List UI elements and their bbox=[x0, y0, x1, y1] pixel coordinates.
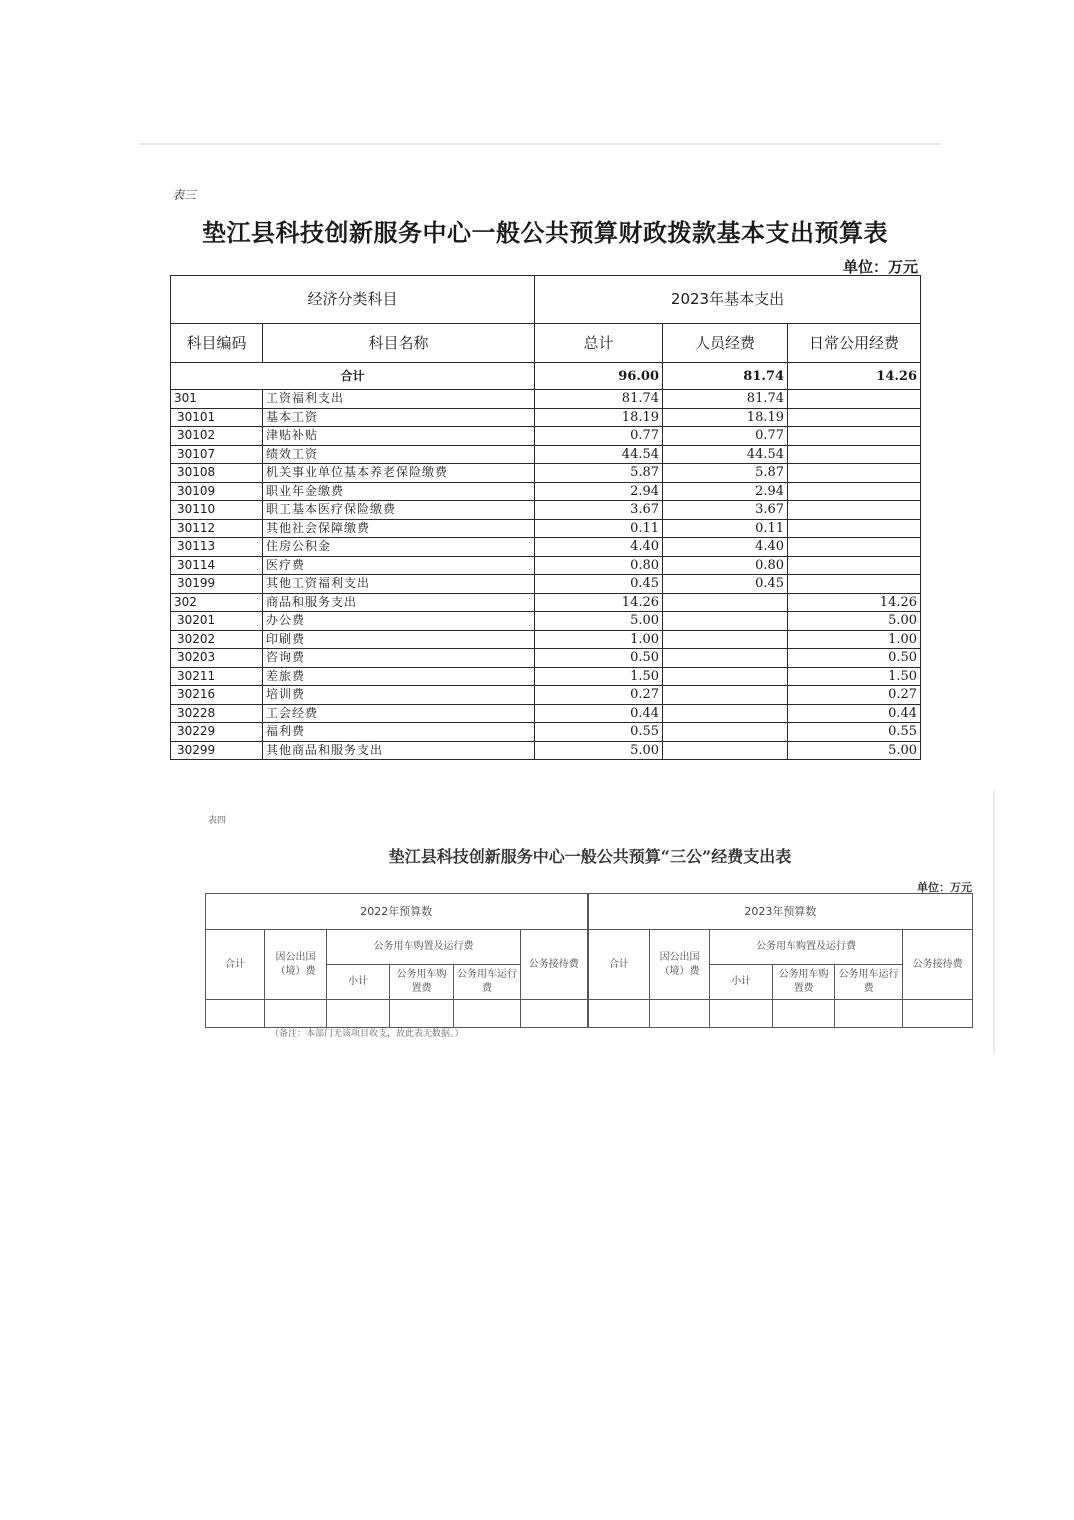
table3-group-header bbox=[171, 276, 921, 324]
table3-unit: 单位：万元 bbox=[842, 258, 918, 276]
table4-title: 垫江县科技创新服务中心一般公共预算“三公”经费支出表 bbox=[388, 847, 792, 866]
row-code: 30108 bbox=[171, 464, 263, 483]
empty-cell bbox=[206, 1000, 265, 1028]
row-total: 5.00 bbox=[535, 612, 663, 631]
table-row bbox=[171, 464, 921, 483]
col-2022-vehicle-purchase: 公务用车购置费 bbox=[390, 965, 454, 1000]
empty-cell bbox=[454, 1000, 521, 1028]
row-name: 咨询费 bbox=[263, 649, 535, 668]
header-name: 科目名称 bbox=[263, 324, 535, 363]
row-total: 0.11 bbox=[535, 519, 663, 538]
col-2022-vehicle-operation: 公务用车运行费 bbox=[454, 965, 521, 1000]
table-row bbox=[171, 723, 921, 742]
row-code: 30228 bbox=[171, 704, 263, 723]
row-public: 0.55 bbox=[788, 723, 921, 742]
col-2023-vehicle-group: 公务用车购置及运行费 bbox=[710, 930, 903, 965]
row-personnel bbox=[663, 649, 788, 668]
row-public bbox=[788, 519, 921, 538]
row-name: 工会经费 bbox=[263, 704, 535, 723]
table-row bbox=[171, 427, 921, 446]
table4-note: （备注：本部门无该项目收支，故此表无数据。） bbox=[270, 1029, 464, 1039]
row-code: 30202 bbox=[171, 630, 263, 649]
row-personnel: 0.77 bbox=[663, 427, 788, 446]
scan-edge-line bbox=[993, 790, 995, 1055]
row-public: 5.00 bbox=[788, 612, 921, 631]
three-public-expenses-table bbox=[205, 893, 973, 1028]
row-public bbox=[788, 390, 921, 409]
row-name: 津贴补贴 bbox=[263, 427, 535, 446]
row-total: 0.50 bbox=[535, 649, 663, 668]
row-total: 2.94 bbox=[535, 482, 663, 501]
row-name: 住房公积金 bbox=[263, 538, 535, 557]
table3-title: 垫江县科技创新服务中心一般公共预算财政拨款基本支出预算表 bbox=[202, 218, 888, 247]
row-public bbox=[788, 464, 921, 483]
row-personnel: 4.40 bbox=[663, 538, 788, 557]
row-name: 工资福利支出 bbox=[263, 390, 535, 409]
row-personnel bbox=[663, 667, 788, 686]
row-public bbox=[788, 445, 921, 464]
row-code: 302 bbox=[171, 593, 263, 612]
row-code: 30102 bbox=[171, 427, 263, 446]
col-2023-subtotal: 小计 bbox=[710, 965, 773, 1000]
row-total: 14.26 bbox=[535, 593, 663, 612]
row-name: 职工基本医疗保险缴费 bbox=[263, 501, 535, 520]
empty-cell bbox=[835, 1000, 903, 1028]
row-code: 30107 bbox=[171, 445, 263, 464]
row-public: 1.00 bbox=[788, 630, 921, 649]
empty-cell bbox=[521, 1000, 588, 1028]
table-row bbox=[171, 482, 921, 501]
row-code: 30110 bbox=[171, 501, 263, 520]
row-personnel bbox=[663, 723, 788, 742]
col-2023-vehicle-operation: 公务用车运行费 bbox=[835, 965, 903, 1000]
row-public: 0.50 bbox=[788, 649, 921, 668]
header-personnel: 人员经费 bbox=[663, 324, 788, 363]
row-personnel bbox=[663, 741, 788, 760]
table3-column-header bbox=[171, 324, 921, 363]
table-row bbox=[171, 445, 921, 464]
row-total: 5.00 bbox=[535, 741, 663, 760]
row-total: 3.67 bbox=[535, 501, 663, 520]
header-total: 总计 bbox=[535, 324, 663, 363]
header-2023-budget: 2023年预算数 bbox=[588, 894, 973, 930]
row-code: 30216 bbox=[171, 686, 263, 705]
row-personnel: 0.80 bbox=[663, 556, 788, 575]
row-code: 30112 bbox=[171, 519, 263, 538]
table-row bbox=[171, 686, 921, 705]
row-code: 30229 bbox=[171, 723, 263, 742]
col-2023-vehicle-purchase: 公务用车购置费 bbox=[773, 965, 835, 1000]
row-code: 30109 bbox=[171, 482, 263, 501]
col-2022-subtotal: 小计 bbox=[327, 965, 390, 1000]
table-row bbox=[171, 593, 921, 612]
empty-cell bbox=[710, 1000, 773, 1028]
table-row bbox=[171, 575, 921, 594]
row-name: 医疗费 bbox=[263, 556, 535, 575]
header-public: 日常公用经费 bbox=[788, 324, 921, 363]
col-2022-vehicle-group: 公务用车购置及运行费 bbox=[327, 930, 521, 965]
row-personnel bbox=[663, 612, 788, 631]
header-econ-category: 经济分类科目 bbox=[171, 276, 535, 324]
row-public bbox=[788, 482, 921, 501]
row-code: 301 bbox=[171, 390, 263, 409]
row-total: 1.50 bbox=[535, 667, 663, 686]
col-2023-total: 合计 bbox=[588, 930, 650, 1000]
table4-sub-header bbox=[206, 930, 973, 965]
row-code: 30299 bbox=[171, 741, 263, 760]
row-personnel: 81.74 bbox=[663, 390, 788, 409]
table-row bbox=[171, 408, 921, 427]
row-total: 0.77 bbox=[535, 427, 663, 446]
table-row bbox=[171, 501, 921, 520]
row-total: 0.44 bbox=[535, 704, 663, 723]
row-personnel: 5.87 bbox=[663, 464, 788, 483]
header-2022-budget: 2022年预算数 bbox=[206, 894, 588, 930]
table-row bbox=[171, 519, 921, 538]
row-public: 5.00 bbox=[788, 741, 921, 760]
row-code: 30113 bbox=[171, 538, 263, 557]
row-total: 44.54 bbox=[535, 445, 663, 464]
row-name: 其他工资福利支出 bbox=[263, 575, 535, 594]
row-name: 基本工资 bbox=[263, 408, 535, 427]
row-total: 5.87 bbox=[535, 464, 663, 483]
row-personnel bbox=[663, 686, 788, 705]
row-total: 0.45 bbox=[535, 575, 663, 594]
row-code: 30199 bbox=[171, 575, 263, 594]
row-public bbox=[788, 427, 921, 446]
scan-top-line bbox=[140, 143, 940, 145]
basic-expenditure-table bbox=[170, 275, 921, 760]
row-code: 30211 bbox=[171, 667, 263, 686]
row-public bbox=[788, 575, 921, 594]
col-2022-reception: 公务接待费 bbox=[521, 930, 588, 1000]
row-code: 30203 bbox=[171, 649, 263, 668]
total-total: 96.00 bbox=[535, 363, 663, 390]
table-row bbox=[171, 667, 921, 686]
row-name: 福利费 bbox=[263, 723, 535, 742]
row-public bbox=[788, 556, 921, 575]
row-personnel: 3.67 bbox=[663, 501, 788, 520]
row-total: 1.00 bbox=[535, 630, 663, 649]
empty-cell bbox=[773, 1000, 835, 1028]
row-total: 0.80 bbox=[535, 556, 663, 575]
row-name: 其他社会保障缴费 bbox=[263, 519, 535, 538]
empty-cell bbox=[327, 1000, 390, 1028]
row-total: 18.19 bbox=[535, 408, 663, 427]
table-row bbox=[171, 612, 921, 631]
total-row bbox=[171, 363, 921, 390]
row-code: 30101 bbox=[171, 408, 263, 427]
empty-cell bbox=[265, 1000, 327, 1028]
table3-label: 表三 bbox=[172, 188, 197, 202]
empty-cell bbox=[903, 1000, 973, 1028]
row-personnel bbox=[663, 593, 788, 612]
total-personnel: 81.74 bbox=[663, 363, 788, 390]
row-name: 商品和服务支出 bbox=[263, 593, 535, 612]
total-label: 合计 bbox=[171, 363, 535, 390]
row-personnel: 0.45 bbox=[663, 575, 788, 594]
header-basic-expenditure-2023: 2023年基本支出 bbox=[535, 276, 921, 324]
table4-unit: 单位：万元 bbox=[917, 881, 972, 894]
table-row bbox=[171, 538, 921, 557]
row-code: 30201 bbox=[171, 612, 263, 631]
table-row bbox=[171, 630, 921, 649]
row-total: 81.74 bbox=[535, 390, 663, 409]
row-personnel: 18.19 bbox=[663, 408, 788, 427]
row-public bbox=[788, 501, 921, 520]
table-row bbox=[171, 390, 921, 409]
row-name: 培训费 bbox=[263, 686, 535, 705]
table-row bbox=[171, 704, 921, 723]
row-personnel: 2.94 bbox=[663, 482, 788, 501]
row-public bbox=[788, 538, 921, 557]
row-public: 14.26 bbox=[788, 593, 921, 612]
table4-empty-data-row bbox=[206, 1000, 973, 1028]
empty-cell bbox=[650, 1000, 710, 1028]
col-2023-reception: 公务接待费 bbox=[903, 930, 973, 1000]
table-row bbox=[171, 649, 921, 668]
row-personnel: 44.54 bbox=[663, 445, 788, 464]
table-row bbox=[171, 741, 921, 760]
row-name: 绩效工资 bbox=[263, 445, 535, 464]
row-public: 0.27 bbox=[788, 686, 921, 705]
row-personnel bbox=[663, 630, 788, 649]
table-row bbox=[171, 556, 921, 575]
empty-cell bbox=[390, 1000, 454, 1028]
empty-cell bbox=[588, 1000, 650, 1028]
row-name: 办公费 bbox=[263, 612, 535, 631]
row-total: 0.27 bbox=[535, 686, 663, 705]
table4-label: 表四 bbox=[208, 816, 227, 826]
row-public bbox=[788, 408, 921, 427]
col-2022-overseas: 因公出国（境）费 bbox=[265, 930, 327, 1000]
total-public: 14.26 bbox=[788, 363, 921, 390]
row-name: 其他商品和服务支出 bbox=[263, 741, 535, 760]
row-public: 0.44 bbox=[788, 704, 921, 723]
row-public: 1.50 bbox=[788, 667, 921, 686]
row-personnel: 0.11 bbox=[663, 519, 788, 538]
row-name: 机关事业单位基本养老保险缴费 bbox=[263, 464, 535, 483]
row-code: 30114 bbox=[171, 556, 263, 575]
table4-year-header bbox=[206, 894, 973, 930]
row-personnel bbox=[663, 704, 788, 723]
row-name: 职业年金缴费 bbox=[263, 482, 535, 501]
col-2022-total: 合计 bbox=[206, 930, 265, 1000]
col-2023-overseas: 因公出国（境）费 bbox=[650, 930, 710, 1000]
row-name: 差旅费 bbox=[263, 667, 535, 686]
header-code: 科目编码 bbox=[171, 324, 263, 363]
row-name: 印刷费 bbox=[263, 630, 535, 649]
row-total: 4.40 bbox=[535, 538, 663, 557]
row-total: 0.55 bbox=[535, 723, 663, 742]
